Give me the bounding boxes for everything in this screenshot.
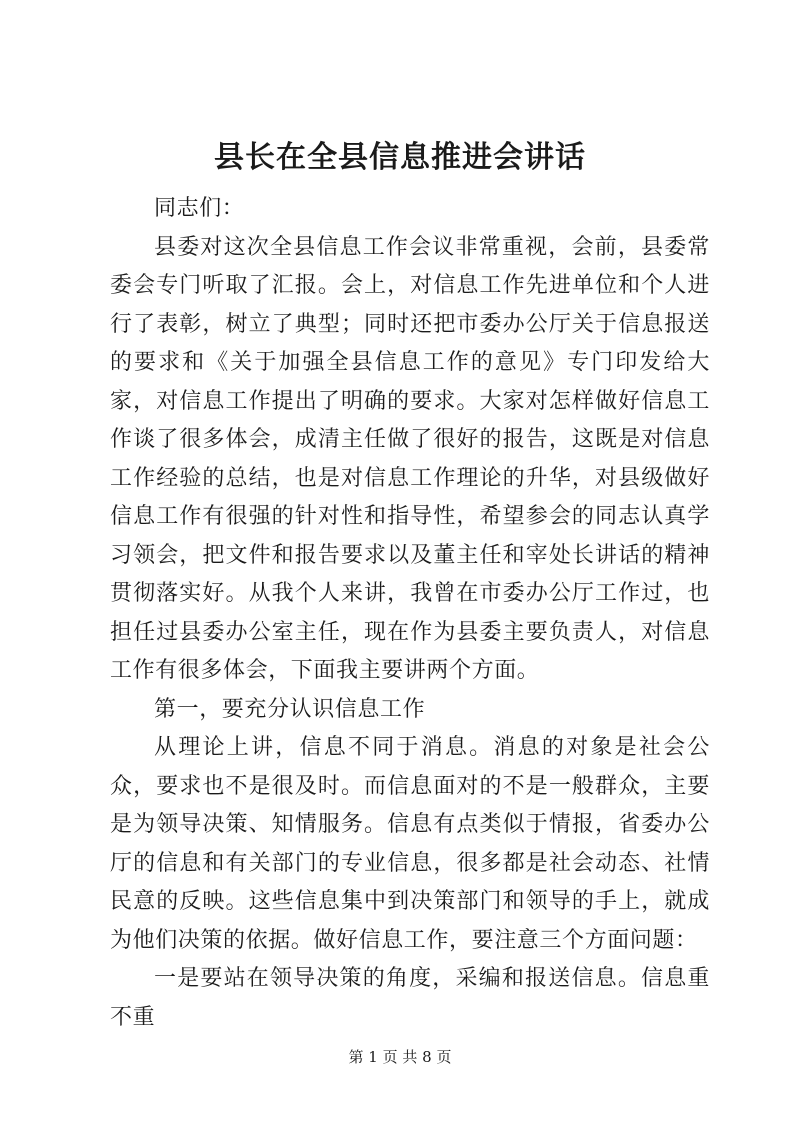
page-footer: 第 1 页 共 8 页 [348, 1048, 452, 1066]
section-heading-paragraph: 第一，要充分认识信息工作 [154, 696, 426, 722]
body-paragraph: 一是要站在领导决策的角度，采编和报送信息。信息重不重 [110, 966, 710, 1030]
salutation-paragraph: 同志们： [154, 196, 245, 221]
document-title: 县长在全县信息推进会讲话 [214, 140, 586, 175]
body-paragraph: 县委对这次全县信息工作会议非常重视，会前，县委常委会专门听取了汇报。会上，对信息工作先进单位和个人进行了表彰，树立了典型；同时还把市委办公厅关于信息报送的要求和《关于加强全县信息工作的意见》专门印发给大家，对信息工作提出了明确的要求。大家对怎样做好信息工作谈了很多体会，成清主任做了很好的报告，这既是对信息工作经验的总结，也是对信息工作理论的升华，对县级做好信息工作有很强的针对性和指导性，希望参会的同志认真学习领会，把文件和报告要求以及董主任和宰处长讲话的精神贯彻落实好。从我个人来讲，我曾在市委办公厅工作过，也担任过县委办公室主任，现在作为县委主要负责人，对信息工作有很多体会，下面我主要讲两个方面。 [110, 234, 710, 683]
document-body [110, 190, 710, 1037]
body-paragraph: 从理论上讲，信息不同于消息。消息的对象是社会公众，要求也不是很及时。而信息面对的不是一般群众，主要是为领导决策、知情服务。信息有点类似于情报，省委办公厅的信息和有关部门的专业信息，很多都是社会动态、社情民意的反映。这些信息集中到决策部门和领导的手上，就成为他们决策的依据。做好信息工作，要注意三个方面问题： [110, 735, 710, 953]
